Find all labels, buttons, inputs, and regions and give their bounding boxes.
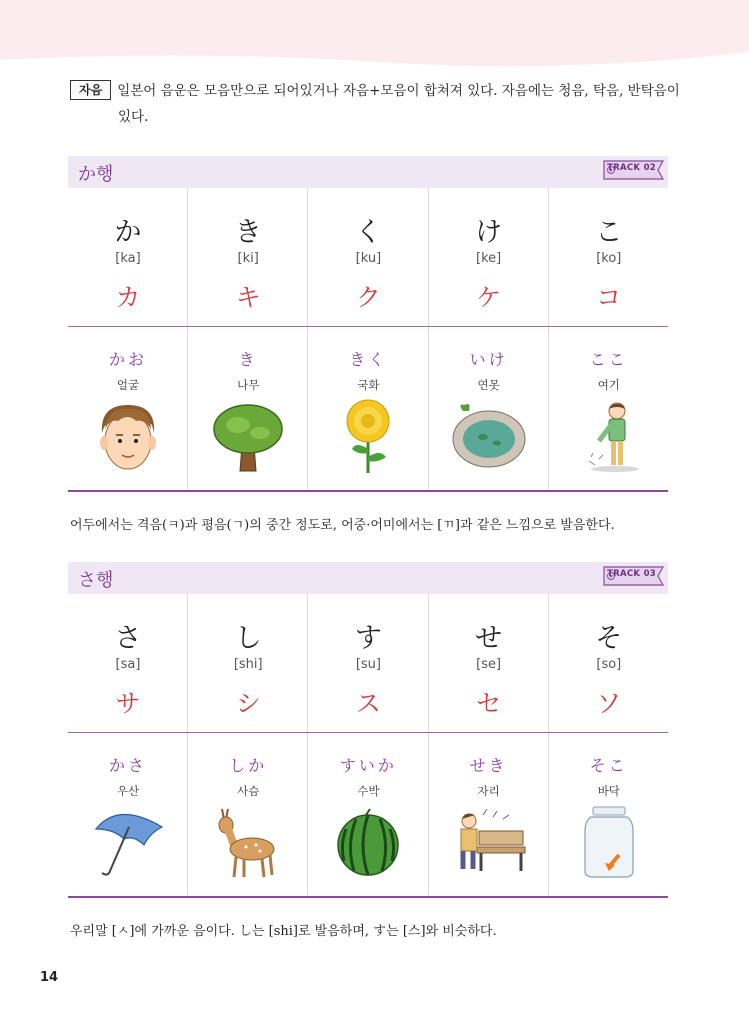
kana-cell-ke bbox=[428, 188, 548, 326]
example-word: しか bbox=[229, 756, 268, 775]
katakana: ス bbox=[355, 689, 381, 718]
top-pink-band bbox=[0, 0, 749, 70]
romaji: [ke] bbox=[476, 251, 502, 266]
ka-row-section bbox=[68, 156, 668, 492]
kana-grid bbox=[68, 188, 668, 326]
example-word: きく bbox=[349, 350, 388, 369]
example-word: いけ bbox=[469, 350, 508, 369]
section-bottom-rule bbox=[68, 896, 668, 898]
example-word: かさ bbox=[108, 756, 147, 775]
kana-cell-ka bbox=[68, 188, 187, 326]
kana-cell-ki bbox=[187, 188, 307, 326]
katakana: キ bbox=[235, 283, 261, 312]
romaji: [ki] bbox=[237, 251, 259, 266]
word-cell-kao bbox=[68, 327, 187, 490]
kana-cell-ko bbox=[548, 188, 668, 326]
example-word: せき bbox=[469, 756, 508, 775]
word-meaning: 국화 bbox=[357, 378, 380, 392]
word-meaning: 자리 bbox=[477, 784, 500, 798]
word-grid bbox=[68, 733, 668, 896]
example-word: そこ bbox=[589, 756, 628, 775]
intro-line-1: 일본어 음운은 모음만으로 되어있거나 자음+모음이 합쳐져 있다. 자음에는 청음, 탁음, 반탁음이 bbox=[117, 83, 680, 99]
word-cell-seki bbox=[428, 733, 548, 896]
word-meaning: 연못 bbox=[477, 378, 500, 392]
kana-cell-so bbox=[548, 594, 668, 732]
word-meaning: 수박 bbox=[357, 784, 380, 798]
face-icon bbox=[88, 399, 168, 475]
word-cell-suika bbox=[307, 733, 427, 896]
sa-row-section bbox=[68, 562, 668, 898]
intro-line-2: 있다. bbox=[118, 109, 149, 125]
katakana: セ bbox=[476, 689, 502, 718]
katakana: ソ bbox=[596, 689, 622, 718]
katakana: ケ bbox=[476, 283, 502, 312]
katakana: サ bbox=[115, 689, 141, 718]
romaji: [shi] bbox=[233, 657, 263, 672]
section-title: さ행 bbox=[78, 570, 114, 591]
pond-icon bbox=[449, 399, 529, 475]
kana-cell-ku bbox=[307, 188, 427, 326]
section-header bbox=[68, 156, 668, 188]
bench-seat-icon bbox=[449, 805, 529, 881]
word-meaning: 얼굴 bbox=[116, 378, 140, 392]
ka-note: 어두에서는 격음(ㅋ)과 평음(ㄱ)의 중간 정도로, 어중·어미에서는 [ㄲ]과 같은 느낌으로 발음한다. bbox=[70, 518, 615, 533]
hiragana: す bbox=[354, 623, 382, 654]
sa-note: 우리말 [ㅅ]에 가까운 음이다. し는 [shi]로 발음하며, す는 [스]와 비슷하다. bbox=[70, 924, 497, 939]
word-cell-shika bbox=[187, 733, 307, 896]
word-cell-soko bbox=[548, 733, 668, 896]
page-number: 14 bbox=[40, 970, 59, 985]
section-title: か행 bbox=[78, 164, 114, 185]
word-meaning: 나무 bbox=[237, 378, 260, 392]
kana-cell-su bbox=[307, 594, 427, 732]
consonant-tag: 자음 bbox=[70, 80, 111, 100]
romaji: [so] bbox=[596, 657, 622, 672]
watermelon-icon bbox=[328, 805, 408, 881]
romaji: [ko] bbox=[596, 251, 622, 266]
word-cell-koko bbox=[548, 327, 668, 490]
chrysanthemum-icon bbox=[328, 399, 408, 475]
romaji: [ku] bbox=[355, 251, 382, 266]
hiragana: さ bbox=[114, 623, 142, 654]
example-word: ここ bbox=[589, 350, 628, 369]
word-cell-ike bbox=[428, 327, 548, 490]
word-cell-ki bbox=[187, 327, 307, 490]
romaji: [se] bbox=[476, 657, 502, 672]
hiragana: き bbox=[234, 217, 262, 248]
kana-grid bbox=[68, 594, 668, 732]
example-word: すいか bbox=[339, 756, 397, 775]
hiragana: そ bbox=[595, 623, 623, 654]
kana-cell-se bbox=[428, 594, 548, 732]
word-meaning: 여기 bbox=[597, 378, 620, 392]
hiragana: け bbox=[475, 217, 503, 248]
track-label: TRACK 02 bbox=[607, 163, 656, 173]
word-cell-kasa bbox=[68, 733, 187, 896]
word-cell-kiku bbox=[307, 327, 427, 490]
hiragana: く bbox=[354, 217, 382, 248]
katakana: シ bbox=[235, 689, 261, 718]
hiragana: か bbox=[114, 217, 142, 248]
pointing-boy-icon bbox=[569, 399, 649, 475]
katakana: ク bbox=[355, 283, 381, 312]
hiragana: こ bbox=[595, 217, 623, 248]
jar-bottom-icon bbox=[569, 805, 649, 881]
section-bottom-rule bbox=[68, 490, 668, 492]
katakana: カ bbox=[115, 283, 141, 312]
example-word: かお bbox=[108, 350, 147, 369]
katakana: コ bbox=[596, 283, 622, 312]
romaji: [su] bbox=[355, 657, 381, 672]
example-word: き bbox=[238, 350, 258, 369]
umbrella-icon bbox=[88, 805, 168, 881]
intro-paragraph bbox=[70, 78, 680, 130]
tree-icon bbox=[208, 399, 288, 475]
kana-cell-sa bbox=[68, 594, 187, 732]
word-grid bbox=[68, 327, 668, 490]
kana-cell-shi bbox=[187, 594, 307, 732]
romaji: [ka] bbox=[115, 251, 141, 266]
section-header bbox=[68, 562, 668, 594]
word-meaning: 우산 bbox=[116, 784, 140, 798]
track-label: TRACK 03 bbox=[607, 569, 656, 579]
hiragana: せ bbox=[475, 623, 503, 654]
word-meaning: 사슴 bbox=[237, 784, 260, 798]
word-meaning: 바닥 bbox=[597, 784, 620, 798]
hiragana: し bbox=[234, 623, 262, 654]
romaji: [sa] bbox=[115, 657, 141, 672]
deer-icon bbox=[208, 805, 288, 881]
